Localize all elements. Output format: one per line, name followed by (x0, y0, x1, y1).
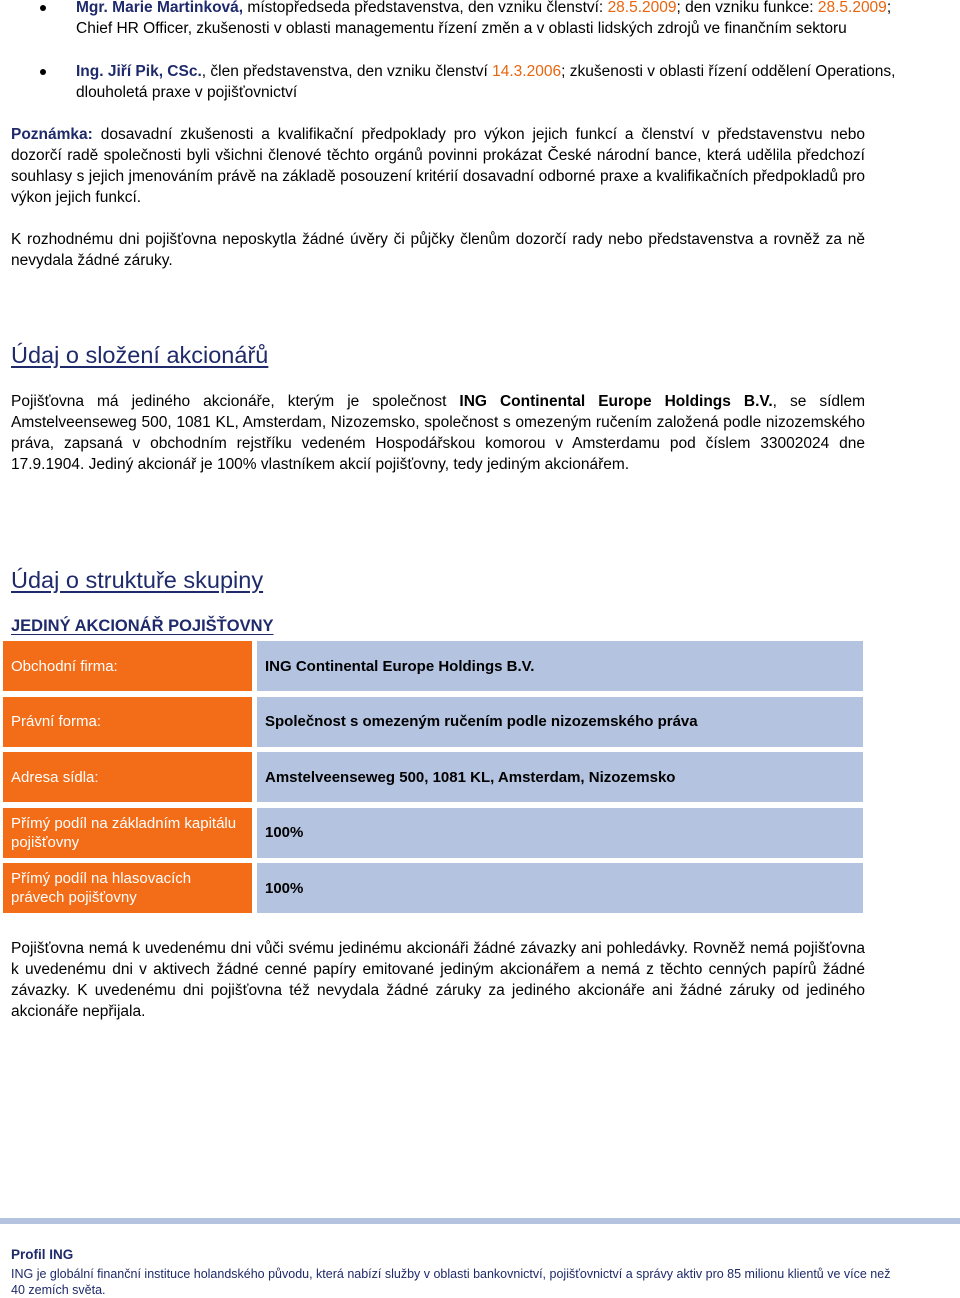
member-description: ; zkušenosti v oblasti řízení oddělení Operations, dlouholetá praxe v pojišťovnictví (76, 63, 896, 101)
member-date: 28.5.2009 (817, 0, 887, 16)
member-role-mid: ; den vzniku funkce: (676, 0, 818, 16)
group-heading: Údaj o struktuře skupiny (11, 567, 264, 593)
table-row (3, 697, 863, 747)
member-role: místopředseda představenstva, den vzniku členství: (243, 0, 608, 16)
member-name: Mgr. Marie Martinková, (76, 0, 244, 16)
row-value: Amstelveenseweg 500, 1081 KL, Amsterdam, Nizozemsko (257, 752, 863, 802)
shareholder-table (3, 641, 863, 919)
board-member-item (40, 61, 906, 103)
member-date: 28.5.2009 (607, 0, 677, 16)
row-value: Společnost s omezeným ručením podle nizozemského práva (257, 697, 863, 747)
bullet-icon (40, 69, 46, 75)
shareholders-heading: Údaj o složení akcionářů (11, 342, 269, 368)
footer-text: ING je globální finanční instituce holandského původu, která nabízí služby v oblasti bankovnictví, pojišťovnictví a správy aktiv pro 85 milionu klientů ve více než 40 zemích světa. (11, 1267, 891, 1297)
note-paragraph (11, 124, 865, 208)
note-label: Poznámka: (11, 126, 93, 143)
footer-title: Profil ING (11, 1247, 74, 1262)
row-label: Adresa sídla: (3, 752, 252, 802)
member-role: , člen představenstva, den vzniku členství (201, 63, 493, 80)
row-label: Obchodní firma: (3, 641, 252, 691)
member-name: Ing. Jiří Pik, CSc. (76, 63, 202, 80)
shareholder-company: ING Continental Europe Holdings B.V. (459, 393, 773, 410)
member-description: ; Chief HR Officer, zkušenosti v oblasti managementu řízení změn a v oblasti lidských zdrojů ve finančním sektoru (76, 0, 892, 37)
row-value: ING Continental Europe Holdings B.V. (257, 641, 863, 691)
row-value: 100% (257, 863, 863, 913)
note-text: dosavadní zkušenosti a kvalifikační předpoklady pro výkon jejich funkcí a členství v představenstvu nebo dozorčí radě společnosti byli všichni členové těchto orgánů povinni prokázat České národní bance, která udělila předchozí souhlasy s jejich jmenováním právě na základě posouzení kritérií dosavadní odborné praxe a kvalifikačních předpokladů pro výkon jejich funkcí. (11, 126, 865, 206)
bullet-icon (40, 5, 46, 11)
table-row (3, 808, 863, 858)
row-value: 100% (257, 808, 863, 858)
group-subheading: JEDINÝ AKCIONÁŘ POJIŠŤOVNY (11, 617, 274, 635)
shareholders-paragraph (11, 391, 865, 475)
closing-paragraph: Pojišťovna nemá k uvedenému dni vůči svému jedinému akcionáři žádné závazky ani pohledávky. Rovněž nemá pojišťovna k uvedenému dni v aktivech žádné cenné papíry emitované jediným akcionářem a nemá z těchto cenných papírů žádné závazky. K uvedenému dni pojišťovna též nevydala žádné záruky za jediného akcionáře ani žádné záruky od jediného akcionáře nepřijala. (11, 940, 865, 1020)
member-date: 14.3.2006 (492, 63, 562, 80)
loans-paragraph: K rozhodnému dni pojišťovna neposkytla žádné úvěry či půjčky členům dozorčí rady nebo představenstva a rovněž za ně nevydala žádné záruky. (11, 231, 865, 269)
table-row (3, 752, 863, 802)
table-row (3, 863, 863, 913)
footer-divider (0, 1218, 960, 1224)
board-member-item (40, 0, 906, 39)
table-row (3, 641, 863, 691)
row-label: Přímý podíl na hlasovacích právech pojišťovny (3, 863, 252, 913)
row-label: Přímý podíl na základním kapitálu pojišťovny (3, 808, 252, 858)
shareholders-text: Pojišťovna má jediného akcionáře, kterým je společnost (11, 393, 460, 410)
shareholders-text-after: , se sídlem Amstelveenseweg 500, 1081 KL, Amsterdam, Nizozemsko, společnost s omezeným ručením založená podle nizozemského práva, zapsaná v obchodním rejstříku vedeném Hospodářskou komorou v Amsterdamu pod číslem 33002024 dne 17.9.1904. Jediný akcionář je 100% vlastníkem akcií pojišťovny, tedy jediným akcionářem. (11, 393, 865, 473)
row-label: Právní forma: (3, 697, 252, 747)
